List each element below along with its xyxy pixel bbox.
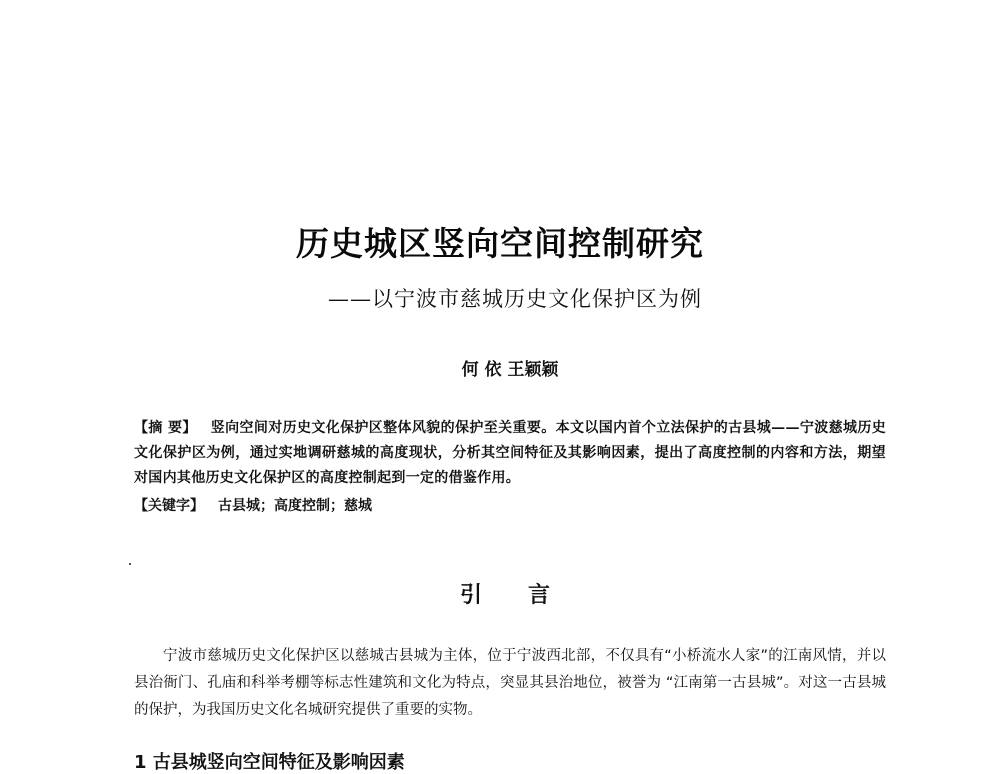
scan-speck xyxy=(129,563,131,565)
paper-subtitle: ——以宁波市慈城历史文化保护区为例 xyxy=(328,287,702,311)
keywords-text: 古县城；高度控制；慈城 xyxy=(218,498,372,514)
paper-authors: 何 依 王颖颖 xyxy=(461,360,559,380)
keywords-label: 【关键字】 xyxy=(134,498,204,514)
paper-title: 历史城区竖向空间控制研究 xyxy=(296,224,704,263)
abstract-block xyxy=(134,416,886,491)
keywords-block xyxy=(134,494,886,519)
introduction-paragraph: 宁波市慈城历史文化保护区以慈城古县城为主体，位于宁波西北部，不仅具有“小桥流水人家”的江南风情，并以县治衙门、孔庙和科举考棚等标志性建筑和文化为特点，突显其县治地位，被誉为 “江南第一古县城”。对这一古县城的保护，为我国历史文化名城研究提供了重要的实物。 xyxy=(134,648,886,718)
section-heading-introduction: 引言 xyxy=(459,583,596,608)
section-1-heading: 1 古县城竖向空间特征及影响因素 xyxy=(134,752,405,773)
abstract-label: 【摘 要】 xyxy=(134,420,197,436)
abstract-text: 竖向空间对历史文化保护区整体风貌的保护至关重要。本文以国内首个立法保护的古县城——宁波慈城历史文化保护区为例，通过实地调研慈城的高度现状，分析其空间特征及其影响因素，提出了高度控制的内容和方法，期望对国内其他历史文化保护区的高度控制起到一定的借鉴作用。 xyxy=(134,420,886,486)
